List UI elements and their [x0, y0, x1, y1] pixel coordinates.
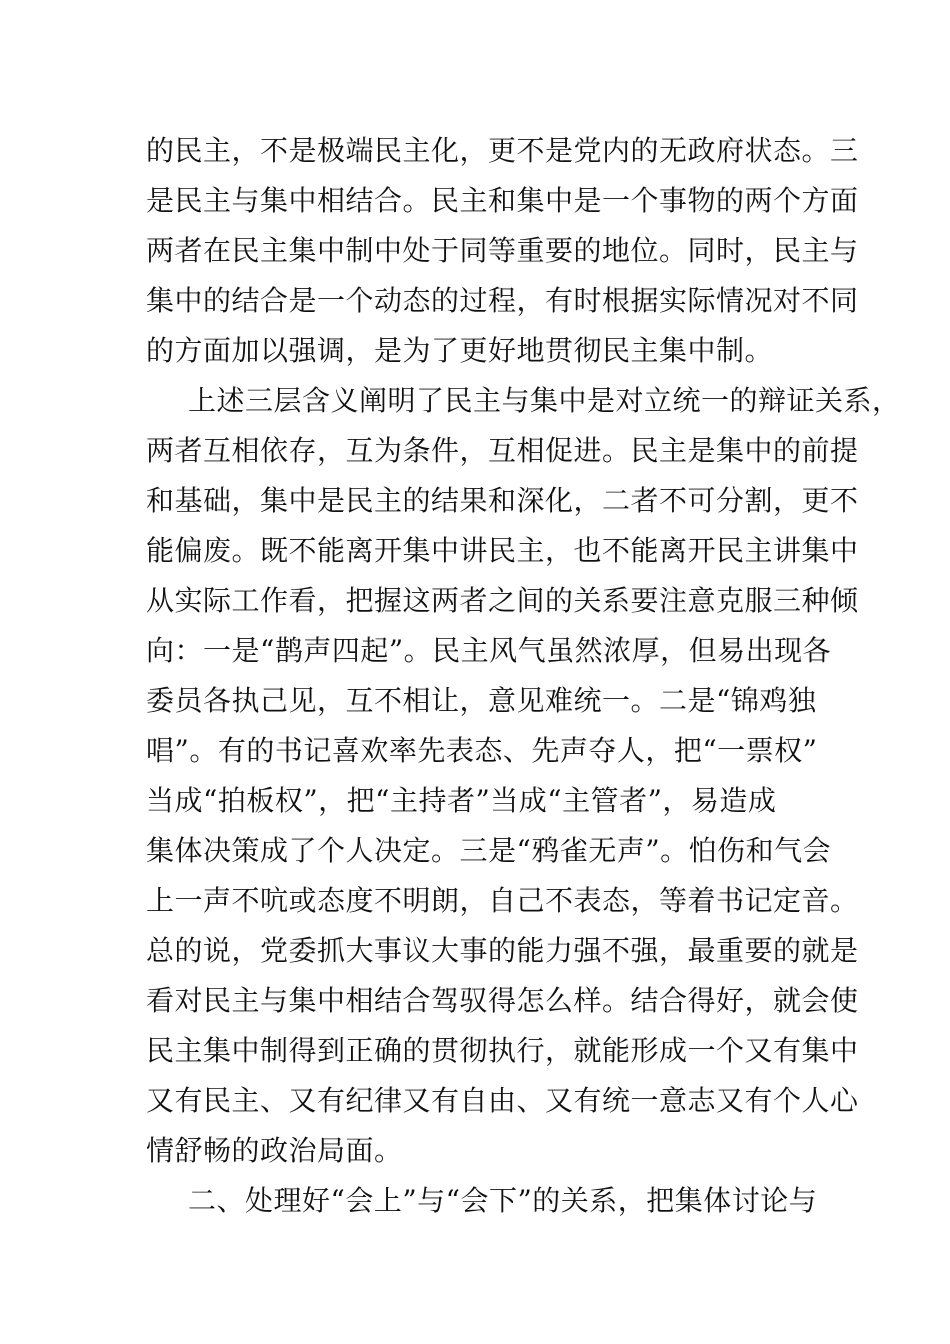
text-line: 能偏废。既不能离开集中讲民主，也不能离开民主讲集中 [146, 534, 859, 567]
text-line: 委员各执己见，互不相让，意见难统一。二是“锦鸡独 [146, 684, 817, 717]
text-line: 情舒畅的政治局面。 [146, 1134, 403, 1167]
text-line: 总的说，党委抓大事议大事的能力强不强，最重要的就是 [146, 934, 859, 967]
text-line: 的方面加以强调，是为了更好地贯彻民主集中制。 [146, 334, 774, 367]
text-line: 又有民主、又有纪律又有自由、又有统一意志又有个人心 [146, 1084, 859, 1117]
text-line: 集体决策成了个人决定。三是“鸦雀无声”。怕伤和气会 [146, 834, 832, 867]
text-line: 向：一是“鹊声四起”。民主风气虽然浓厚，但易出现各 [146, 634, 832, 667]
text-line: 民主集中制得到正确的贯彻执行，就能形成一个又有集中 [146, 1034, 859, 1067]
text-line: 唱”。有的书记喜欢率先表态、先声夺人，把“一票权” [146, 734, 818, 767]
text-line: 从实际工作看，把握这两者之间的关系要注意克服三种倾 [146, 584, 859, 617]
text-line: 看对民主与集中相结合驾驭得怎么样。结合得好，就会使 [146, 984, 859, 1017]
text-line: 两者互相依存，互为条件，互相促进。民主是集中的前提 [146, 434, 859, 467]
section-heading-line: 二、处理好“会上”与“会下”的关系，把集体讨论与 [188, 1184, 818, 1217]
text-line: 集中的结合是一个动态的过程，有时根据实际情况对不同 [146, 284, 859, 317]
text-line: 和基础，集中是民主的结果和深化，二者不可分割，更不 [146, 484, 859, 517]
text-line: 上一声不吭或态度不明朗，自己不表态，等着书记定音。 [146, 884, 859, 917]
text-line: 当成“拍板权”，把“主持者”当成“主管者”，易造成 [146, 784, 777, 817]
paragraph-start-line: 上述三层含义阐明了民主与集中是对立统一的辩证关系， [188, 384, 901, 417]
text-line: 的民主，不是极端民主化，更不是党内的无政府状态。三 [146, 134, 859, 167]
text-line: 是民主与集中相结合。民主和集中是一个事物的两个方面 [146, 184, 859, 217]
text-line: 两者在民主集中制中处于同等重要的地位。同时，民主与 [146, 234, 859, 267]
